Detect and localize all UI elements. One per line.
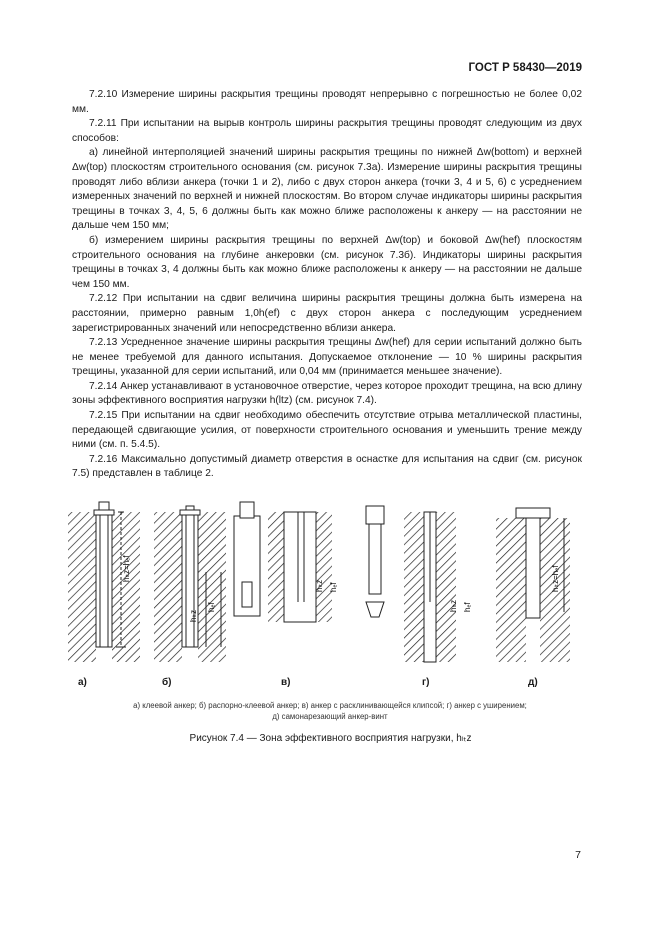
dim-label: hₗₜz=hₑf <box>551 565 560 592</box>
legend-line: д) самонарезающий анкер-винт <box>272 712 388 721</box>
anchor-a-drawing <box>68 502 140 662</box>
paragraph: 7.2.16 Максимально допустимый диаметр отверстия в оснастке для испытания на сдвиг (см. рисунок 7.5) представлен в таблице 2. <box>72 453 582 480</box>
dim-label: hₗₜz=hₑf <box>122 555 131 582</box>
doc-code: ГОСТ Р 58430—2019 <box>468 62 582 74</box>
anchor-b-drawing <box>154 506 226 662</box>
paragraph: а) линейной интерполяцией значений ширины раскрытия трещины по нижней Δw(bottom) и верхней Δw(top) плоскостям строительного основания (см. рисунок 7.3а). Измерение ширины раскрытия трещины проводят либо вблизи анкера (точки 1 и 2), либо с двух сторон анкера (точки 3, 4 и 5, 6) с усреднением измеренных значений по верхней и нижней плоскостям. Во втором случае индикаторы ширины раскрытия трещины в точках 3, 4, 5, 6 должны быть как можно ближе расположены к анкеру — на расстоянии не дальше чем 150 мм; <box>72 147 582 232</box>
dim-label: hₑf <box>463 602 472 612</box>
figure-label-d: д) <box>528 677 538 688</box>
anchor-v-drawing <box>234 502 338 622</box>
anchor-g-drawing <box>366 506 472 662</box>
figure-label-v: в) <box>281 677 291 688</box>
page-number: 7 <box>575 849 581 861</box>
dim-label: hₗₜz <box>449 599 458 612</box>
dim-label: hₗₜz <box>189 609 198 622</box>
paragraph: 7.2.15 При испытании на сдвиг необходимо обеспечить отсутствие отрыва металлической пластины, передающей сдвигающие усилия, от поверхности строительного основания и уменьшить трение между ними (см. п. 5.4.5). <box>72 410 582 451</box>
figure-label-g: г) <box>422 677 430 688</box>
figure-label-b: б) <box>162 677 172 688</box>
paragraph: б) измерением ширины раскрытия трещины по верхней Δw(top) и боковой Δw(hef) плоскостям строительного основания на глубине анкеровки (см. рисунок 7.3б). Индикаторы ширины раскрытия трещины в точках 3, 4 должны быть как можно ближе расположены к анкеру — на расстоянии не дальше чем 150 мм. <box>72 234 582 290</box>
legend-line: а) клеевой анкер; б) распорно-клеевой анкер; в) анкер с расклинивающейся клипсой; г) анкер с уширением; <box>133 701 527 710</box>
paragraph: 7.2.12 При испытании на сдвиг величина ширины раскрытия трещины должна быть измерена на расстоянии, примерно равным 1,0h(ef) с двух сторон анкера с последующим усреднением зарегистрированных значений или непосредственно вблизи анкера. <box>72 293 582 334</box>
paragraph: 7.2.13 Усредненное значение ширины раскрытия трещины Δw(hef) для серии испытаний должно быть не менее требуемой для данного испытания. Допускаемое отклонение — 10 % ширины раскрытия трещины, указанной для серии испытаний, или 0,04 мм (принимается меньшее значение). <box>72 337 582 378</box>
paragraph: 7.2.10 Измерение ширины раскрытия трещины проводят непрерывно с погрешностью не более 0,02 мм. <box>72 89 582 115</box>
paragraph: 7.2.11 При испытании на вырыв контроль ширины раскрытия трещины проводят следующим из двух способов: <box>72 118 582 144</box>
dim-label: hₑf <box>207 602 216 612</box>
figure-legend <box>60 700 600 722</box>
anchor-figure <box>66 492 586 680</box>
body-text <box>72 88 582 482</box>
figure-caption: Рисунок 7.4 — Зона эффективного восприятия нагрузки, hₗₜz <box>189 733 472 744</box>
anchor-d-drawing <box>496 508 570 662</box>
dim-label: hₗₜz <box>315 579 324 592</box>
figure-label-a: а) <box>78 677 87 688</box>
dim-label: hₑf <box>329 582 338 592</box>
paragraph: 7.2.14 Анкер устанавливают в установочное отверстие, через которое проходит трещина, на всю длину зоны эффективного восприятия нагрузки h(ltz) (см. рисунок 7.4). <box>72 380 582 407</box>
